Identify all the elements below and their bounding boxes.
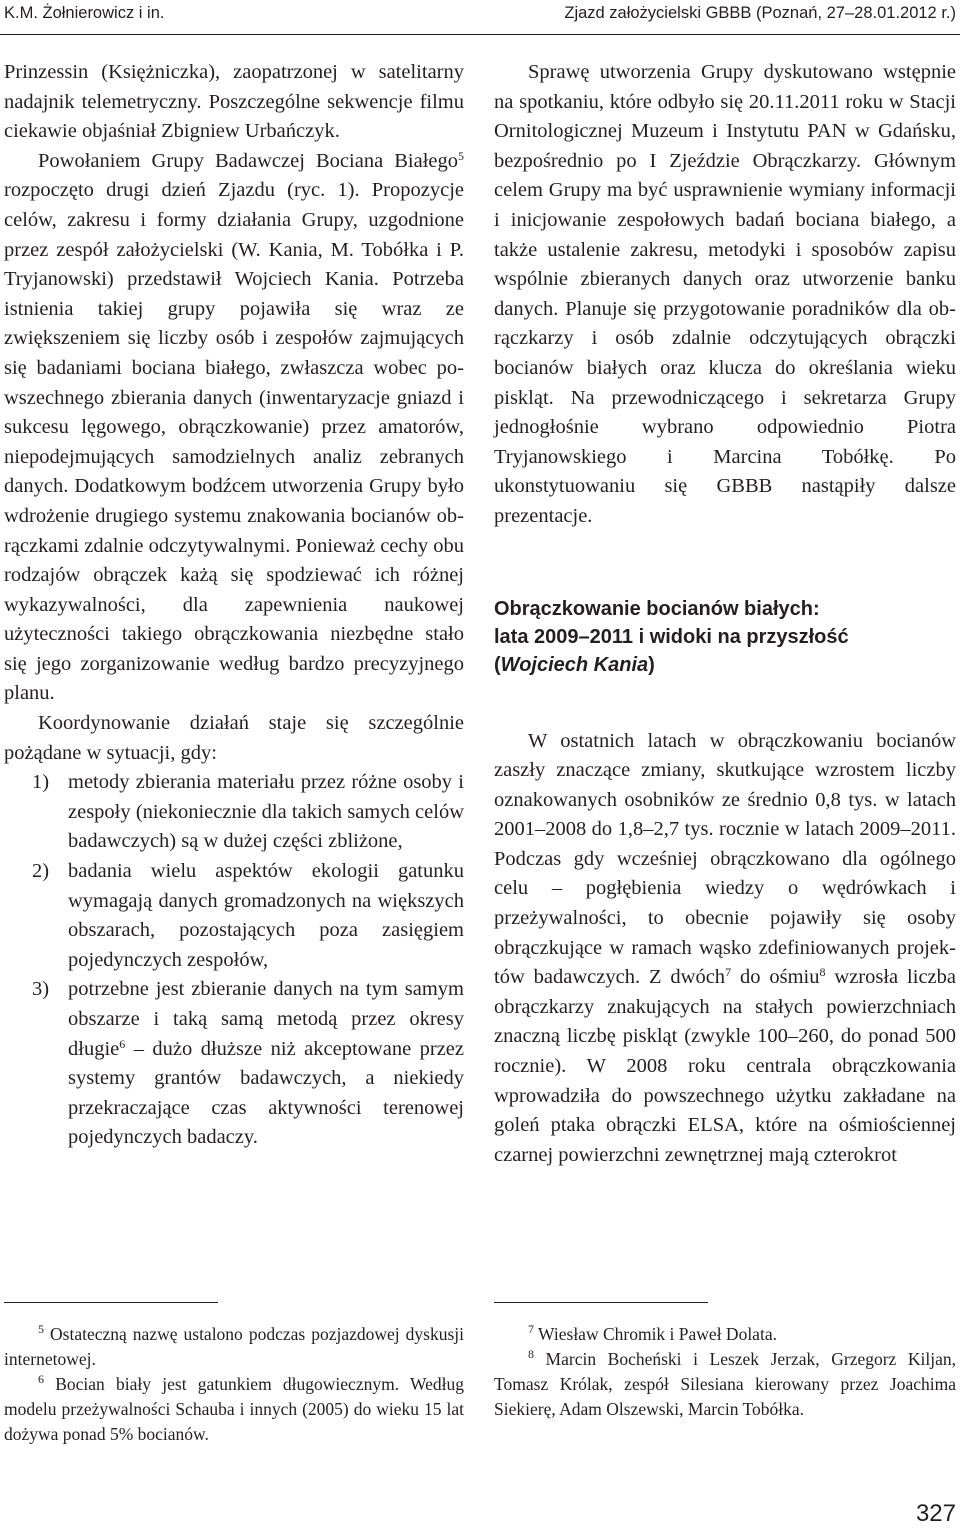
paragraph-continuation: Prinzessin (Księżniczka), zaopatrzonej w satelitarny nadajnik telemetryczny. Poszczególne sekwencje filmu ciekawie objaśniał Zbigniew Urbańczyk. [4, 61, 464, 143]
footnote-text: Ostateczną nazwę ustalono podczas pozjazdowej dyskusji internetowej. [4, 1324, 464, 1369]
paragraph-text: rozpoczęto drugi dzień Zjazdu (ryc. 1). Propozycje celów, zakresu i formy działania Grupy, uzgodnione przez zespół założycielski (W. Kania, M. Tobółka i P. Tryjanowski) przedstawił Wojciech Kania. Potrzeba istnienia takiej grupy pojawiła się wraz ze zwiększeniem się liczby osób i zespołów zajmujących się badaniami bociana białego, zwłaszcza wobec powszechnego zbierania danych (inwentaryzacje gniazd i sukcesu lęgowego, obrączkowanie) przez amatorów, niepodejmujących samodzielnych analiz zebranych danych. Dodatkowym bodźcem utworzenia Grupy było wdrożenie drugiego systemu znakowania bocianów obrączkami zdalnie odczytywalnymi. Ponieważ cechy obu rodzajów obrączek każą się spodziewać ich różnej wykazywalności, dla zapewnienia naukowej użyteczności takiego obrączkowania niezbędne stało się jego zorganizowanie według bardzo precyzyjnego planu. [4, 179, 464, 705]
paragraph-group-founding [4, 147, 464, 709]
footnote-ref-5: 5 [458, 148, 464, 163]
footnote-7 [494, 1322, 956, 1347]
header-rule [0, 34, 960, 35]
header-event: Zjazd założycielski GBBB (Poznań, 27–28.01.2012 r.) [564, 4, 956, 22]
footnote-ref-6: 6 [119, 1036, 126, 1051]
footnotes-left [4, 1322, 464, 1447]
paragraph-ringing [494, 727, 956, 1171]
list-item-number: 3) [32, 978, 50, 1001]
list-item-text: metody zbierania materiału przez różne osoby i zespoły (niekoniecznie dla takich samych celów badawczych) są w dużej części zbliżone, [68, 771, 464, 853]
footnote-5 [4, 1322, 464, 1372]
running-header [0, 4, 960, 30]
paragraph-group-discussion: Sprawę utworzenia Grupy dyskutowano wstępnie na spotkaniu, które odbyło się 20.11.2011 roku w Stacji Ornitologicznej Muzeum i Instytutu PAN w Gdańsku, bezpośrednio po I Zjeździe Obrączkarzy. Głównym celem Grupy ma być usprawnienie wymiany informacji i inicjowanie zespołowych badań bociana białego, a także ustalenie zakresu, metodyki i sposobów zapisu wspólnie zbieranych danych oraz utworzenie banku danych. Planuje się przygotowanie poradników dla obrączkarzy i osób zdalnie odczytujących obrączki bocianów białych oraz klucza do określania wieku piskląt. Na przewodniczącego i sekretarza Grupy jednogłośnie wybrano odpowiednio Piotra Tryjanowskiego i Marcina Tobółkę. Po ukonstytuowaniu się GBBB nastąpiły dalsze prezentacje. [494, 61, 956, 527]
footnote-8 [494, 1347, 956, 1422]
list-item-text: potrzebne jest zbieranie danych na tym samym obszarze i taką samą metodą przez okresy długie [68, 978, 464, 1060]
footnote-number: 5 [38, 1322, 44, 1336]
section-heading-line1: Obrączkowanie bocianów białych: [494, 597, 820, 620]
footnote-ref-7: 7 [725, 965, 732, 980]
section-heading: Obrączkowanie bocianów białych: lata 2009–2011 i widoki na przyszłość (Wojciech Kania) [494, 597, 849, 676]
footnote-number: 8 [528, 1347, 534, 1361]
section-heading-author: Wojciech Kania [500, 653, 649, 676]
spacer [494, 679, 956, 727]
list-item-number: 2) [32, 860, 50, 883]
footnote-text: Bocian biały jest gatunkiem długowiecznym. Według modelu przeżywalności Schauba i innych (2005) do wieku 15 lat dożywa ponad 5% bocianów. [4, 1374, 464, 1444]
right-column [494, 58, 956, 1170]
paragraph-text: W ostatnich latach w obrączkowaniu bocianów zaszły znaczące zmiany, skutkujące wzrostem liczby oznakowanych osobników ze średnio 0,8 tys. w latach 2001–2008 do 1,8–2,7 tys. rocznie w latach 2009–2011. Podczas gdy wcześniej obrączkowano dla ogólnego celu – pogłębienia wiedzy o wędrówkach i przeżywalności, to obecnie pojawiły się osoby obrączkujące w ramach wąsko zdefiniowanych projektów badawczych. Z dwóch [494, 729, 956, 989]
footnote-rule-right [494, 1302, 708, 1303]
footnote-text: Marcin Bocheński i Leszek Jerzak, Grzegorz Kiljan, Tomasz Królak, zespół Silesiana kierowany przez Joachima Siekierę, Adam Olszewski, Marcin Tobółka. [494, 1349, 956, 1419]
list-item-text: – dużo dłuższe niż akceptowane przez systemy grantów badawczych, a niekiedy przekraczające czas aktywności terenowej pojedynczych badaczy. [68, 1037, 464, 1149]
footnote-number: 6 [38, 1372, 44, 1386]
list-item [4, 768, 464, 857]
page-number: 327 [915, 1500, 956, 1527]
paragraph-coordination: Koordynowanie działań staje się szczególnie pożądane w sytuacji, gdy: [4, 712, 464, 764]
paragraph-text: do ośmiu [731, 966, 820, 989]
paragraph-text: Powołaniem Grupy Badawczej Bociana Białego [38, 149, 458, 172]
footnote-text: Wiesław Chromik i Paweł Dolata. [534, 1324, 777, 1344]
footnote-number: 7 [528, 1322, 534, 1336]
paragraph-text: wzrosła liczba obrączkarzy znakujących na stałych powierzchniach znaczną liczbę piskląt (zwykle 100–260, do ponad 500 rocznie). W 2008 roku centrala obrączkowania wprowadziła do powszechnego użytku zakładane na goleń ptaka obrączki ELSA, które na ośmiościennej czarnej powierzchni zewnętrznej mają czterokrot [494, 966, 956, 1166]
footnote-6 [4, 1372, 464, 1447]
list-item [4, 857, 464, 975]
footnote-rule-left [4, 1302, 218, 1303]
footnote-ref-8: 8 [819, 965, 826, 980]
list-item-number: 1) [32, 771, 50, 794]
spacer [494, 532, 956, 595]
section-heading-line2: lata 2009–2011 i widoki na przyszłość [494, 625, 849, 648]
conditions-list [4, 768, 464, 1153]
footnotes-right [494, 1322, 956, 1422]
list-item [4, 975, 464, 1153]
left-column [4, 58, 464, 1153]
header-authors: K.M. Żołnierowicz i in. [4, 4, 165, 22]
list-item-text: badania wielu aspektów ekologii gatunku wymagają danych gromadzonych na większych obszarach, pozostających poza zasięgiem pojedynczych zespołów, [68, 860, 464, 971]
